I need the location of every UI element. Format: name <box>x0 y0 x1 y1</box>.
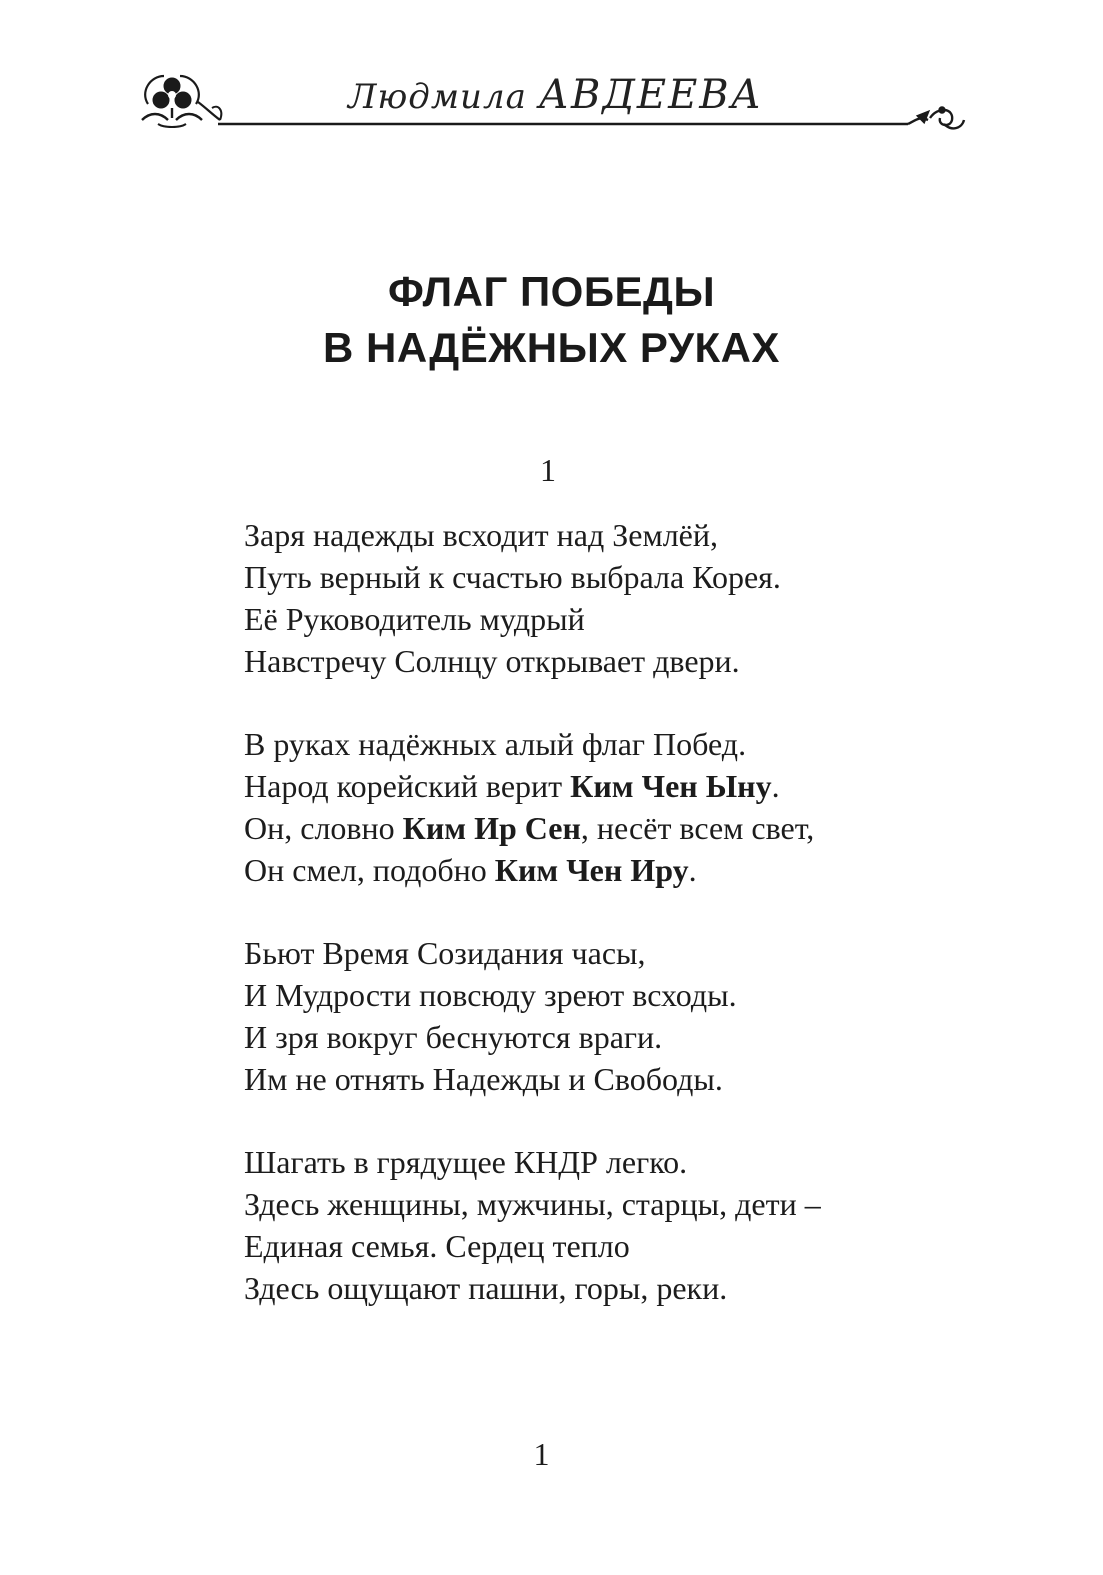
line-text: Народ корейский верит <box>244 768 571 804</box>
poem-line: Её Руководитель мудрый <box>244 601 585 637</box>
scroll-ornament-icon <box>908 108 964 129</box>
trefoil-ornament-icon <box>142 76 221 127</box>
poem-line: Бьют Время Созидания часы, <box>244 935 646 971</box>
bold-name: Ким Чен Ыну <box>570 768 772 804</box>
running-header <box>138 62 966 138</box>
poem-line <box>244 807 1004 849</box>
bold-name: Ким Ир Сен <box>402 810 581 846</box>
stanza-1 <box>244 514 1004 682</box>
poem-title-line-2: В НАДЁЖНЫХ РУКАХ <box>323 324 780 371</box>
line-text: Он смел, подобно <box>244 852 495 888</box>
poem-line: Здесь ощущают пашни, горы, реки. <box>244 1270 728 1306</box>
page-number: 1 <box>533 1436 550 1472</box>
section-number: 1 <box>540 452 556 488</box>
poem-line <box>244 849 1004 891</box>
poem-line: Путь верный к счастью выбрала Корея. <box>244 559 781 595</box>
poem-line: В руках надёжных алый флаг Побед. <box>244 726 747 762</box>
bold-name: Ким Чен Иру <box>494 852 689 888</box>
poem-body <box>244 514 1004 1350</box>
poem-line: И зря вокруг беснуются враги. <box>244 1019 663 1055</box>
running-head-author <box>348 72 763 118</box>
line-text: Он, словно <box>244 810 403 846</box>
poem-title-line-1: ФЛАГ ПОБЕДЫ <box>387 268 716 315</box>
poem-line <box>244 765 1004 807</box>
stanza-3 <box>244 932 1004 1100</box>
poem-line: Единая семья. Сердец тепло <box>244 1228 630 1264</box>
author-last-name: АВДЕЕВА <box>538 72 763 118</box>
poem-line: Им не отнять Надежды и Свободы. <box>244 1061 723 1097</box>
stanza-4 <box>244 1141 1004 1309</box>
poem-line: Здесь женщины, мужчины, старцы, дети – <box>244 1186 821 1222</box>
poem-title <box>0 264 1103 376</box>
line-text: . <box>688 852 697 888</box>
poem-line: Заря надежды всходит над Землёй, <box>244 517 718 553</box>
poem-line: Навстречу Солнцу открывает двери. <box>244 643 740 679</box>
author-first-name: Людмила <box>348 77 527 117</box>
line-text: , несёт всем свет, <box>580 810 815 846</box>
line-text: . <box>771 768 780 804</box>
poem-line: И Мудрости повсюду зреют всходы. <box>244 977 737 1013</box>
stanza-2 <box>244 723 1004 891</box>
poem-line: Шагать в грядущее КНДР легко. <box>244 1144 688 1180</box>
